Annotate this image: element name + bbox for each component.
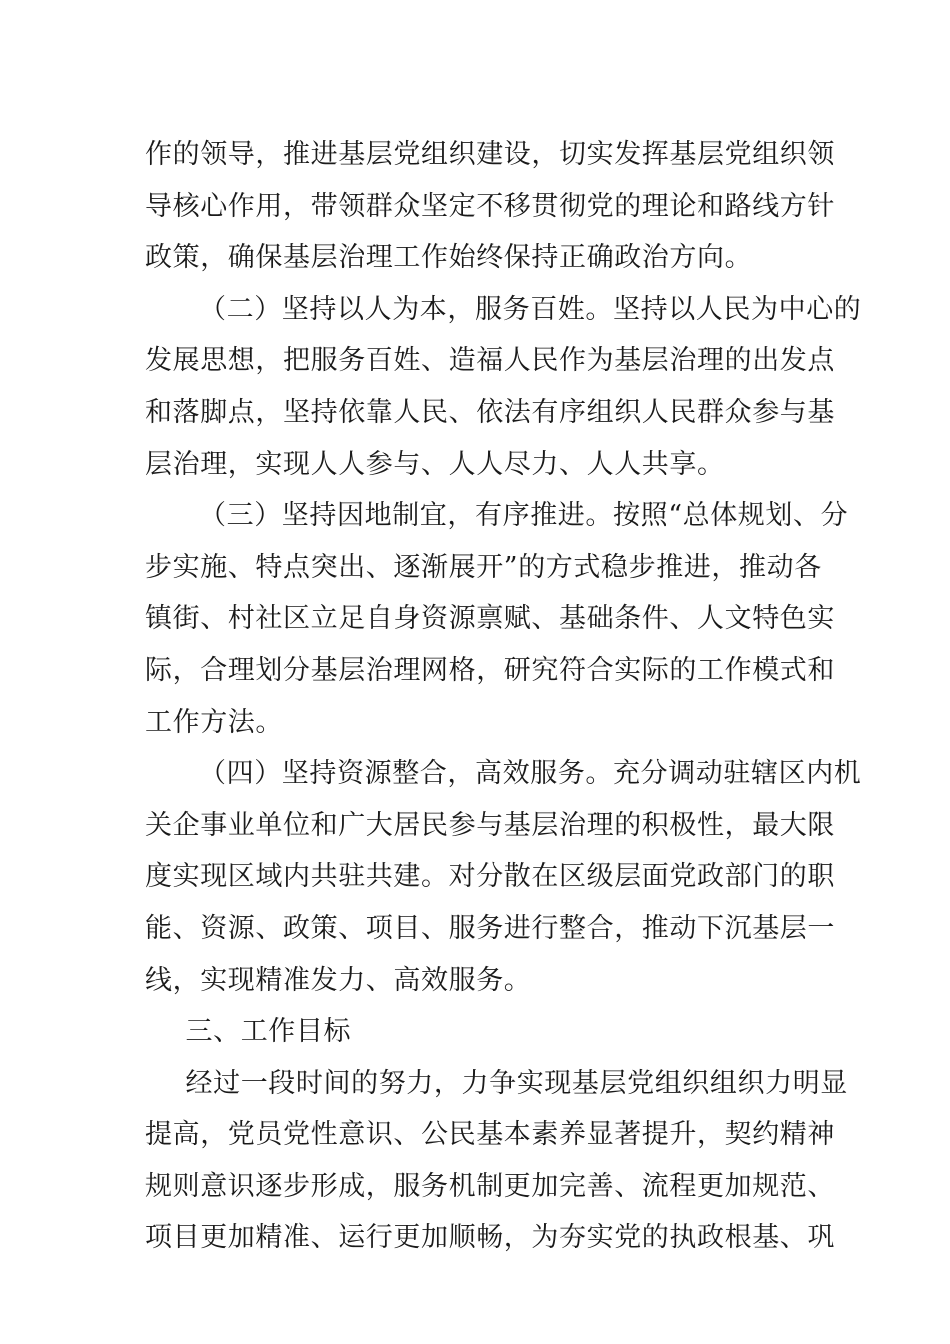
text-line: （四）坚持资源整合，高效服务。充分调动驻辖区内机 [199, 758, 862, 790]
text-line: 政策，确保基层治理工作始终保持正确政治方向。 [145, 242, 753, 274]
text-line: 经过一段时间的努力，力争实现基层党组织组织力明显 [185, 1067, 848, 1099]
paragraph-local-conditions [145, 490, 849, 748]
text-line: （三）坚持因地制宜，有序推进。按照“总体规划、分 [199, 500, 849, 532]
text-line: 和落脚点，坚持依靠人民、依法有序组织人民群众参与基 [145, 396, 835, 428]
text-line: 层治理，实现人人参与、人人尽力、人人共享。 [145, 448, 725, 480]
text-line: 发展思想，把服务百姓、造福人民作为基层治理的出发点 [145, 345, 835, 377]
text-line: 提高，党员党性意识、公民基本素养显著提升，契约精神 [145, 1119, 835, 1151]
text-line: （二）坚持以人为本，服务百姓。坚持以人民为中心的 [199, 293, 862, 325]
section-heading-work-goals [145, 1006, 809, 1058]
text-line: 导核心作用，带领群众坚定不移贯彻党的理论和路线方针 [145, 190, 835, 222]
text-line: 项目更加精准、运行更加顺畅，为夯实党的执政根基、巩 [145, 1222, 835, 1254]
text-line: 关企事业单位和广大居民参与基层治理的积极性，最大限 [145, 809, 835, 841]
section-heading: 三、工作目标 [185, 1016, 352, 1048]
text-line: 步实施、特点突出、逐渐展开”的方式稳步推进，推动各 [145, 551, 822, 583]
text-line: 工作方法。 [145, 706, 283, 738]
paragraph-resource-integration [145, 748, 862, 1006]
document-body [145, 129, 862, 1264]
paragraph-goals [145, 1058, 848, 1264]
text-line: 镇街、村社区立足自身资源禀赋、基础条件、人文特色实 [145, 603, 835, 635]
text-line: 规则意识逐步形成，服务机制更加完善、流程更加规范、 [145, 1170, 835, 1202]
text-line: 线，实现精准发力、高效服务。 [145, 964, 532, 996]
text-line: 能、资源、政策、项目、服务进行整合，推动下沉基层一 [145, 912, 835, 944]
paragraph-leadership [145, 129, 835, 284]
paragraph-people-centered [145, 284, 862, 490]
text-line: 度实现区域内共驻共建。对分散在区级层面党政部门的职 [145, 861, 835, 893]
text-line: 作的领导，推进基层党组织建设，切实发挥基层党组织领 [145, 139, 835, 170]
text-line: 际，合理划分基层治理网格，研究符合实际的工作模式和 [145, 654, 835, 686]
